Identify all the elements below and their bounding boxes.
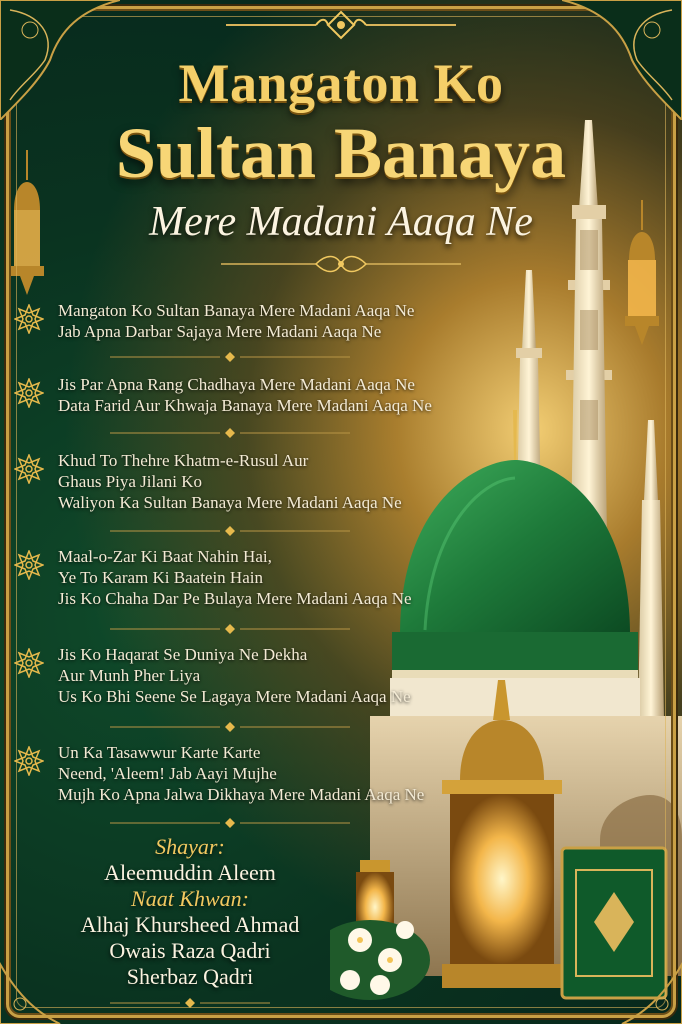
verse-line: Us Ko Bhi Seene Se Lagaya Mere Madani Aaqa Ne [58,687,411,706]
flower-bullet-icon [14,454,44,484]
flower-bullet-icon [14,746,44,776]
shayar-name: Aleemuddin Aleem [104,860,276,885]
verse-line: Jab Apna Darbar Sajaya Mere Madani Aaqa Ne [58,322,382,341]
verse-separator [110,428,350,438]
shayar-label: Shayar: [155,834,225,859]
verse-line: Jis Par Apna Rang Chadhaya Mere Madani Aaqa Ne [58,375,415,394]
naat-khwan-name: Owais Raza Qadri [109,938,271,963]
title-line-2: Sultan Banaya [115,113,567,193]
verse-line: Data Farid Aur Khwaja Banaya Mere Madani Aaqa Ne [58,396,432,415]
verse-line: Waliyon Ka Sultan Banaya Mere Madani Aaqa Ne [58,493,402,512]
verse-line: Aur Munh Pher Liya [58,666,201,685]
verse-separator [110,818,350,828]
verse-separator [110,352,350,362]
naat-khwan-name: Alhaj Khursheed Ahmad [80,912,300,937]
bottom-ornament-icon [110,998,270,1008]
verse-line: Jis Ko Chaha Dar Pe Bulaya Mere Madani Aaqa Ne [58,589,412,608]
verse-line: Ghaus Piya Jilani Ko [58,472,203,491]
flower-bullet-icon [14,648,44,678]
title-subtitle: Mere Madani Aaqa Ne [149,199,533,245]
naat-khwan-label: Naat Khwan: [131,886,249,911]
verse-separator [110,624,350,634]
flower-bullet-icon [14,378,44,408]
verse-line: Maal-o-Zar Ki Baat Nahin Hai, [58,547,272,566]
verse-separator [110,722,350,732]
flower-bullet-icon [14,550,44,580]
top-ornament-icon [226,10,456,40]
verse-line: Un Ka Tasawwur Karte Karte [58,743,261,762]
flower-bullet-icon [14,304,44,334]
verse-line: Jis Ko Haqarat Se Duniya Ne Dekha [58,645,308,664]
verse-line: Mangaton Ko Sultan Banaya Mere Madani Aaqa Ne [58,301,415,320]
title-line-1: Mangaton Ko [178,53,504,113]
title-divider-ornament [221,252,461,276]
ornate-corner-icon [562,904,682,1024]
verse-line: Ye To Karam Ki Baatein Hain [58,568,263,587]
verse-line: Mujh Ko Apna Jalwa Dikhaya Mere Madani Aaqa Ne [58,785,425,804]
credits-section [40,834,340,990]
verse-line: Khud To Thehre Khatm-e-Rusul Aur [58,451,309,470]
verse-line: Neend, 'Aleem! Jab Aayi Mujhe [58,764,277,783]
verse-separator [110,526,350,536]
naat-khwan-name: Sherbaz Qadri [126,964,254,989]
